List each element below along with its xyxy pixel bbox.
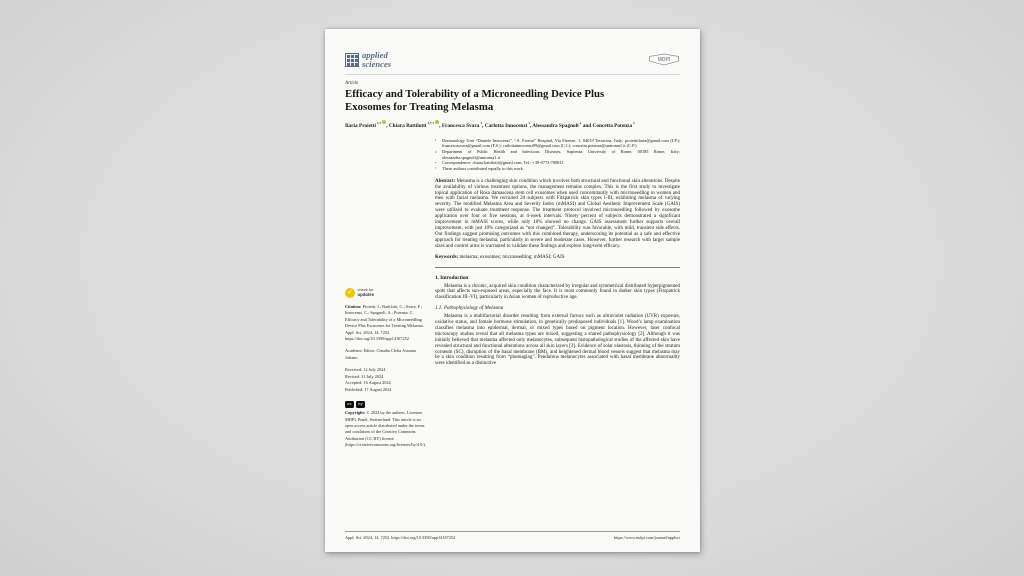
author-affil-sup: 1 — [633, 121, 635, 126]
author-affil-sup: 1 — [528, 121, 530, 126]
author-name: Chiara Battilotti — [388, 122, 427, 129]
academic-editor-label: Academic Editor: — [345, 348, 376, 354]
creative-commons-icons — [345, 401, 426, 408]
affiliation-sup: † — [434, 166, 437, 171]
page-footer — [345, 531, 680, 540]
published-date: Published: 17 August 2024 — [345, 386, 392, 392]
author-name: Carlotta Innocenzi — [484, 122, 528, 129]
crossmark-check-icon: ✓ — [345, 288, 355, 298]
author-separator: , — [386, 122, 389, 129]
mdpi-logo-icon — [648, 53, 680, 66]
affiliation-sup: 1 — [434, 138, 437, 143]
author-name: Alessandra Spagnoli — [532, 122, 579, 129]
author-line — [345, 120, 680, 131]
affiliation-item — [435, 166, 680, 172]
affiliations-block — [435, 138, 680, 172]
pathophysiology-paragraph: Melasma is a multifactorial disorder resulting from external factors such as ultraviolet radiation (UVR) exposure, oxidative status, and female hormone stimulation, in genetically predisposed individuals [1]. Wood’s lamp examination classifies melasma into epidermal, dermal, or mixed types based on pigment location. However, laser confocal microscopy studies reveal that all melasma types are mixed, suggesting a shared pathophysiology [2]. Although it was initially believed that melasma affected only melanocytes, subsequent histopathological studies of the affected skin have revealed structural and functional alterations across all skin layers [3]. Evidence of solar elastosis, thinning of the stratum corneum (SC), disruption of the basal membrane (BM), and heightened dermal blood vessels suggest that melasma may be a skin condition resulting from “photoaging”. Pendulous melanocytes associated with basal membrane abnormality were identified as a distinctive — [434, 313, 680, 367]
check-for-updates-label — [358, 288, 374, 297]
author-name: Ilaria Proietti — [345, 122, 376, 129]
mdpi-logo-text: MDPI — [657, 57, 671, 64]
affiliation-sup: * — [434, 160, 437, 165]
wordmark-line2: sciences — [362, 58, 392, 69]
copyright-block — [345, 410, 426, 449]
pathophysiology-subheading: 1.1. Pathophysiology of Melasma — [434, 305, 504, 312]
abstract-text: Melasma is a challenging skin condition which involves both structural and functional skin alterations. Despite the availability of various treatment options, the management remains complex. This is the first study to investigate topical application of Rosa damascena stem cell exosomes when used concomitantly with microneedling in women and men with facial melasma. We recruited 20 subjects with Fitzpatrick skin types I-III, exhibiting melasma of varying severity. The modified Melasma Area and Severity Index (mMASI) and Global Aesthetic Improvement Scale (GAIS) were utilized to evaluate treatment response. The treatment protocol involved microneedling followed by exosome application over four or five sessions, at 4-week intervals. Ninety percent of subjects demonstrated a significant improvement in mMASI scores, while only 10% showed no change. GAIS assessment further supports overall improvement, with just 10% categorized as “not changed”. Tolerability was favorable, with mild, transient side effects. Our findings suggest promising outcomes with this combined therapy, underscoring its potential as a safe and effective approach for treating melasma, particularly in severe and moderate cases. However, further research with larger sample sizes and control arms is warranted to validate these findings and explore long-term efficacy. — [434, 178, 681, 249]
wordmark-line1: applied — [362, 50, 388, 60]
paper-page — [325, 29, 700, 552]
keywords-line — [435, 255, 680, 261]
article-title — [345, 88, 680, 115]
affiliation-text: Dermatology Unit “Daniele Innocenzi”, “A. Fiorini” Hospital, Via Firenze, 1, 04019 Terracina, Italy; proiettiilaria@gmail.com (I.P.); francescasvara@gmail.com (F.S.); carlottainnocenzi99@gmail.com (C.I.); concetta.potenza@uniroma1.it (C.P.) — [441, 137, 680, 149]
footer-citation: Appl. Sci. 2024, 14, 7252. https://doi.org/10.3390/app14167252 — [345, 535, 456, 540]
applied-sciences-wordmark — [362, 51, 391, 69]
author-affil-sup: 2 — [579, 121, 582, 126]
equal-contribution-note: These authors contributed equally to this work. — [441, 166, 524, 172]
cc-by-icon: by — [356, 401, 365, 408]
citation-label: Citation: — [345, 303, 362, 309]
affiliation-item — [435, 149, 680, 160]
academic-editor-block — [345, 348, 426, 361]
badge-text-line2: updates — [357, 291, 374, 297]
revised-date: Revised: 31 July 2024 — [345, 373, 384, 379]
article-dates-block — [345, 367, 426, 393]
correspondence-text: Correspondence: chiara.battilotti@gmail.com; Tel.: +39-0773-708811 — [441, 160, 564, 166]
abstract-paragraph — [435, 179, 680, 250]
journal-header — [345, 51, 680, 75]
author-name: and Concetta Potenza — [582, 122, 633, 129]
author-affil-sup: 1 — [480, 121, 483, 126]
copyright-text: © 2024 by the authors. Licensee MDPI, Basel, Switzerland. This article is an open access article distributed under the terms and conditions of the Creative Commons Attribution (CC BY) license (https://creativecommons.org/licenses/by/4.0/). — [345, 410, 426, 448]
affiliation-text: Department of Public Health and Infectious Diseases, Sapienza University of Rome, 00185 Rome, Italy; alessandra.spagnoli@uniroma1.it — [441, 149, 680, 160]
abstract-label: Abstract: — [434, 178, 456, 184]
author-affil-sup: 1,† — [376, 121, 382, 126]
author-affil-sup: 1,*,† — [427, 121, 435, 126]
author-separator: , — [439, 122, 442, 129]
introduction-heading: 1. Introduction — [434, 274, 469, 281]
applied-sciences-logo — [345, 51, 391, 69]
applied-sciences-logo-icon — [345, 53, 359, 67]
academic-editor-name: Claudia Clelia Assunta Juliano — [345, 348, 416, 360]
author-separator: , — [529, 122, 533, 129]
author-name: Francesca Svara — [441, 122, 480, 129]
keywords-label: Keywords: — [434, 254, 459, 260]
check-for-updates-badge[interactable] — [345, 288, 426, 298]
accepted-date: Accepted: 16 August 2024 — [345, 380, 391, 386]
section-divider — [435, 267, 680, 268]
copyright-label: Copyright: — [345, 410, 366, 416]
main-text-column — [435, 138, 680, 449]
author-separator: , — [482, 122, 485, 129]
title-line2: Exosomes for Treating Melasma — [345, 101, 494, 114]
affiliation-sup: 2 — [434, 149, 437, 154]
received-date: Received: 12 July 2024 — [345, 367, 386, 373]
margin-sidebar — [345, 288, 426, 449]
footer-journal-url: https://www.mdpi.com/journal/applsci — [613, 535, 680, 540]
affiliation-item — [435, 138, 680, 149]
cc-icon: cc — [345, 401, 354, 408]
citation-text: Proietti, I.; Battilotti, C.; Svara, F.; Innocenzi, C.; Spagnoli, A.; Potenza, C. Efficacy and Tolerability of a Microneedling Device Plus Exosomes for Treating Melasma. Appl. Sci. 2024, 14, 7252. https://doi.org/10.3390/app14167252 — [345, 303, 424, 342]
article-type-label: Article — [345, 80, 359, 86]
keywords-text: melasma; exosomes; microneedling; mMASI; GAIS — [459, 254, 565, 260]
title-line1: Efficacy and Tolerability of a Microneedling Device Plus — [345, 87, 605, 100]
citation-block — [345, 304, 426, 343]
introduction-paragraph: Melasma is a chronic, acquired skin condition characterized by irregular and symmetrical distributed hyperpigmented spots that affects sun-exposed areas, especially the face. It is most commonly found in darker skin types (Fitzpatrick classification III–VI), particularly in Asian women of reproductive age. — [434, 283, 680, 301]
badge-text-line1: check for — [357, 287, 374, 293]
